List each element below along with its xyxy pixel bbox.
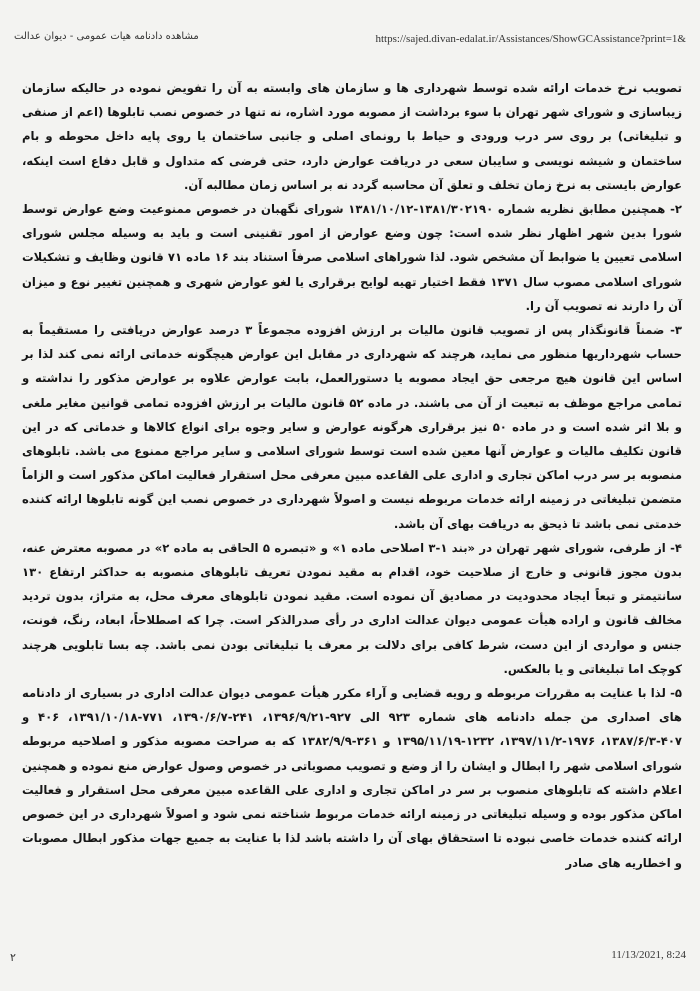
paragraph: ۵- لذا با عنایت به مقررات مربوطه و رویه قضایی و آراء مکرر هیأت عمومی دیوان عدالت اداری در بسیاری از دادنامه های اصداری من جمله دادنامه های شماره ۹۲۳ الی ۹۲۷-۱۳۹۶/۹/۲۱، ۲۴۱-۱۳۹۰/۶/۷، ۷۷۱-۱۳۹۱/۱۰/۱۸، ۴۰۶ و ۴۰۷-۱۳۸۷/۶/۳، ۱۹۷۶-۱۳۹۷/۱۱/۲، ۱۲۳۲-۱۳۹۵/۱۱/۱۹ و ۳۶۱-۱۳۸۲/۹/۹ که به صراحت مصوبه مذکور و اصلاحیه مربوطه شورای اسلامی شهر را ابطال و ایشان را از وضع و تصویب مصوباتی در خصوص وصول عوارض منع نموده و همچنین اعلام داشته که تابلوهای منصوب بر سر در اماکن تجاری و اداری علی القاعده مبین معرفی محل استقرار و فعالیت اماکن مذکور بوده و وسیله تبلیغاتی در زمینه ارائه خدمات مربوط شناخته نمی شود و اصولاً شهرداری در این خصوص ارائه کننده خدمات خاصی نبوده تا استحقاق بهای آن را داشته باشد لذا با عنایت به جمیع جهات مذکور ابطال مصوبات و اخطاریه های صادر: [22, 686, 682, 870]
document-body: [22, 76, 682, 875]
paragraph: ۴- از طرفی، شورای شهر تهران در «بند ۱-۳ اصلاحی ماده ۱» و «تبصره ۵ الحاقی به ماده ۲» در مصوبه معترض عنه، بدون مجوز قانونی و خارج از صلاحیت خود، اقدام به مقید نمودن تعریف تابلوهای منصوبه به حداکثر ارتفاع ۱۳۰ سانتیمتر و تبعاً ایجاد محدودیت در مصادیق آن نموده است. مقید نمودن تابلوهای معرف محل، به متراژ، بدون تردید مخالف قانون و اراده هیأت عمومی دیوان عدالت اداری در رأی صدرالذکر است. چرا که اصطلاحاً، ابعاد، رنگ، فونت، جنس و مواردی از این دست، شرط کافی برای دلالت بر معرف یا تبلیغاتی بودن نمی باشد. چه بسا تابلویی هرچند کوچک اما تبلیغاتی و یا بالعکس.: [22, 540, 682, 676]
page-header-url: https://sajed.divan-edalat.ir/Assistances/ShowGCAssistance?print=1&: [375, 33, 686, 45]
page-header-title: مشاهده دادنامه هیات عمومی - دیوان عدالت: [14, 31, 199, 42]
paragraph: ۲- همچنین مطابق نظریه شماره ۱۳۸۱/۳۰۲۱۹۰-۱۳۸۱/۱۰/۱۲ شورای نگهبان در خصوص ممنوعیت وضع عوارض توسط شورا بدین شهر اظهار نظر شده است: چون وضع عوارض از امور تقنینی است و باید به وسیله مجلس شورای اسلامی تعیین یا ضوابط آن مشخص شود. لذا شوراهای اسلامی صرفاً استناد بند ۱۶ ماده ۷۱ قانون وظایف و تشکیلات شورای اسلامی مصوب سال ۱۳۷۱ فقط اختیار تهیه لوایح برقراری یا لغو عوارض شهری و همچنین تغییر نوع و میزان آن را دارند نه تصویب آن را.: [22, 202, 682, 313]
paragraph: تصویب نرخ خدمات ارائه شده توسط شهرداری ها و سازمان های وابسته به آن را تفویض نموده در حالیکه سازمان زیباسازی و شورای شهر تهران با سوء برداشت از مصوبه مورد اشاره، نه تنها در خصوص نصب تابلوها (اعم از صنفی و تبلیغاتی) بر روی سر درب ورودی و حیاط با رونمای اصلی و جانبی ساختمان یا روی پایه داخل محوطه و بام ساختمان و شیشه نویسی و سایبان سعی در دریافت عوارض دارد، حتی فرضی که متداول و قابل دفاع است اینکه، عوارض بایستی به نرخ زمان تخلف و تعلق آن محاسبه گردد نه بر اساس زمان مطالبه آن.: [22, 81, 682, 192]
paragraph: ۳- ضمناً قانونگذار پس از تصویب قانون مالیات بر ارزش افزوده مجموعاً ۳ درصد عوارض دریافتی را مستقیماً به حساب شهرداریها منظور می نماید، هرچند که شهرداری در مقابل این عوارض هیچگونه خدماتی ارائه نمی کند لذا بر اساس این قانون هیچ مرجعی حق ایجاد مصوبه یا دستورالعمل، بابت عوارض علاوه بر عوارض مذکور را نداشته و تمامی مراجع موظف به تبعیت از آن می باشند. در ماده ۵۲ قانون مالیات بر ارزش افزوده تمامی قوانین مغایر ملغی و بلا اثر شده است و در ماده ۵۰ نیز برقراری هرگونه عوارض و سایر وجوه برای انواع کالاها و خدماتی که در این قانون تکلیف مالیات و عوارض آنها معین شده است توسط شورای اسلامی و سایر مراجع ممنوع می باشد. تابلوهای منصوبه بر سر درب اماکن تجاری و اداری علی القاعده مبین معرفی محل استقرار فعالیت اماکن مذکور است و الزاماً متضمن تبلیغاتی در زمینه ارائه خدمات مربوطه نیست و اصولاً شهرداری در خصوص نصب این گونه تابلوها ارائه کننده خدمتی نمی باشد تا ذیحق به دریافت بهای آن باشد.: [22, 323, 683, 531]
print-datetime: 11/13/2021, 8:24: [611, 949, 686, 961]
page-number: ۲: [10, 952, 16, 964]
